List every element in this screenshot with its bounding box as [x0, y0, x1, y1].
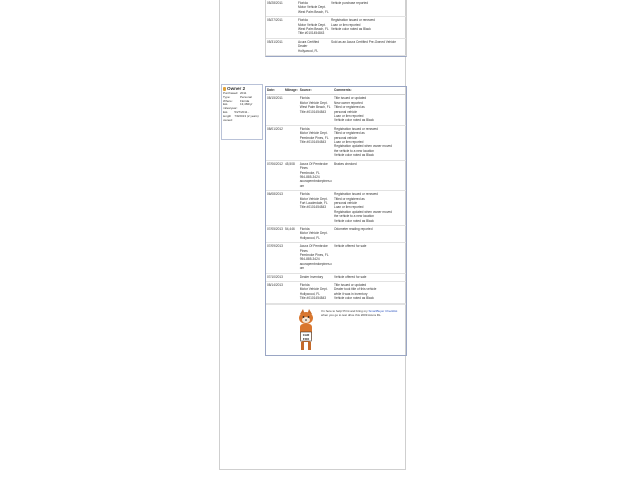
row-source: Florida Motor Vehicle Dept. Fort Lauderdale, FL Title #0101454843 — [299, 191, 333, 226]
row-date: 07/09/2013 — [266, 243, 284, 273]
row-mileage — [284, 95, 299, 125]
row-source: Florida Motor Vehicle Dept. West Palm Beach, FL Title #0101454843 — [299, 95, 333, 125]
row-mileage — [284, 273, 299, 281]
history-table-owner-2 — [265, 86, 407, 356]
row-source: Florida Motor Vehicle Dept. West Palm Beach, FL — [297, 0, 330, 17]
row-mileage: 45,508 — [284, 160, 299, 190]
owner-field-label: Purchased: — [223, 91, 239, 95]
row-mileage: 54,446 — [284, 225, 299, 242]
row-date: 05/28/2011 — [266, 0, 284, 17]
owner-summary — [221, 84, 263, 140]
table-row — [266, 0, 406, 17]
promo-section — [266, 304, 406, 355]
table-row — [266, 95, 406, 125]
fox-mascot-icon — [296, 308, 316, 352]
table-row — [266, 282, 406, 304]
table-row — [266, 38, 406, 55]
header-source: Source: — [299, 87, 333, 95]
row-comments: Brakes checked — [333, 160, 406, 190]
row-source: Acura Of Pembroke Pines Pembroke, FL 954-885-3424 acurapembrokepines.c om — [299, 160, 333, 190]
row-source: Acura Certified Dealer Hollywood, FL — [297, 38, 330, 55]
row-comments: Title issued or updated New owner reported Titled or registered as personal vehicle Loan or lien reported Vehicle color noted as Black — [333, 95, 406, 125]
owner-field-label: Where: — [223, 98, 233, 103]
owner-field-value: Florida — [240, 98, 250, 103]
row-date: 08/01/2012 — [266, 125, 284, 160]
row-date: 07/06/2012 — [266, 160, 284, 190]
row-source: Dealer Inventory — [299, 273, 333, 281]
owner-field-value: 13,482/yr — [240, 102, 253, 107]
row-source: Florida Motor Vehicle Dept. Hollywood, FL Title #0101454843 — [299, 282, 333, 304]
history-table-owner-1 — [265, 0, 407, 57]
row-comments: Registration issued or renewed Titled or registered as personal vehicle Loan or lien reported Registration updated when owner moved the vehicle to a new location Vehicle color noted as Black — [333, 191, 406, 226]
row-comments: Vehicle offered for sale — [333, 243, 406, 273]
row-source: Florida Motor Vehicle Dept. Pembroke Pines, FL Title #0101454843 — [299, 125, 333, 160]
table-row — [266, 125, 406, 160]
row-date: 08/14/2013 — [266, 282, 284, 304]
row-date: 07/10/2013 — [266, 273, 284, 281]
row-mileage — [284, 125, 299, 160]
row-mileage — [284, 243, 299, 273]
svg-text:FOX: FOX — [302, 336, 310, 341]
row-comments: Odometer reading reported — [333, 225, 406, 242]
row-date: 05/31/2011 — [266, 38, 284, 55]
header-date: Date: — [266, 87, 284, 95]
table-row — [266, 225, 406, 242]
row-comments: Title issued or updated Dealer took title of this vehicle while it was in inventory Vehicle color noted as Black — [333, 282, 406, 304]
owner-field-label: Type: — [223, 94, 231, 99]
owner-field — [223, 111, 261, 122]
table-row — [266, 243, 406, 273]
row-date: 08/15/2011 — [266, 95, 284, 125]
table-row — [266, 160, 406, 190]
row-source: Florida Motor Vehicle Dept. West Palm Beach, FL Title #0101454843 — [297, 17, 330, 39]
header-mileage: Mileage: — [284, 87, 299, 95]
owner-field-value: 5/27/2011 - 7/9/2013 (2 years) — [234, 109, 259, 118]
row-comments: Vehicle purchase reported — [330, 0, 406, 17]
row-mileage — [284, 191, 299, 226]
promo-text: I'm here to help! Print and bring my SmartBuyer Checklist when you go to test drive this 2009 Acura RL. — [321, 308, 398, 317]
owner-fields — [223, 92, 261, 122]
owner-title: Owner 2 — [227, 86, 246, 91]
table-header-row — [266, 87, 406, 95]
row-source: Acura Of Pembroke Pines Pembroke Pines, FL 954-885-3424 acurapembrokepines.c om — [299, 243, 333, 273]
row-date: 06/08/2013 — [266, 191, 284, 226]
owner-field-value: Personal — [240, 94, 252, 99]
row-source: Florida Motor Vehicle Dept. Hollywood, FL — [299, 225, 333, 242]
owner-field-value: 2011 — [240, 91, 247, 95]
table-row — [266, 191, 406, 226]
owner-field-label: Est. length owned: — [223, 109, 233, 122]
mascot-badge: CAR — [302, 332, 310, 337]
row-date: 05/27/2011 — [266, 17, 284, 39]
row-mileage — [284, 282, 299, 304]
table-row — [266, 17, 406, 39]
table-row — [266, 273, 406, 281]
row-comments: Vehicle offered for sale — [333, 273, 406, 281]
row-comments: Registration issued or renewed Loan or lien reported Vehicle color noted as Black — [330, 17, 406, 39]
row-date: 07/05/2013 — [266, 225, 284, 242]
row-comments: Registration issued or renewed Titled or registered as personal vehicle Loan or lien reported Registration updated when owner moved the vehicle to a new location Vehicle color noted as Black — [333, 125, 406, 160]
row-mileage — [284, 17, 297, 39]
owner-field-label: Est. miles/year: — [223, 102, 238, 111]
row-mileage — [284, 0, 297, 17]
row-comments: Sold as an Acura Certified Pre-Owned Vehicle — [330, 38, 406, 55]
row-mileage — [284, 38, 297, 55]
smartbuyer-checklist-link[interactable]: SmartBuyer Checklist — [368, 308, 398, 313]
header-comments: Comments: — [333, 87, 406, 95]
